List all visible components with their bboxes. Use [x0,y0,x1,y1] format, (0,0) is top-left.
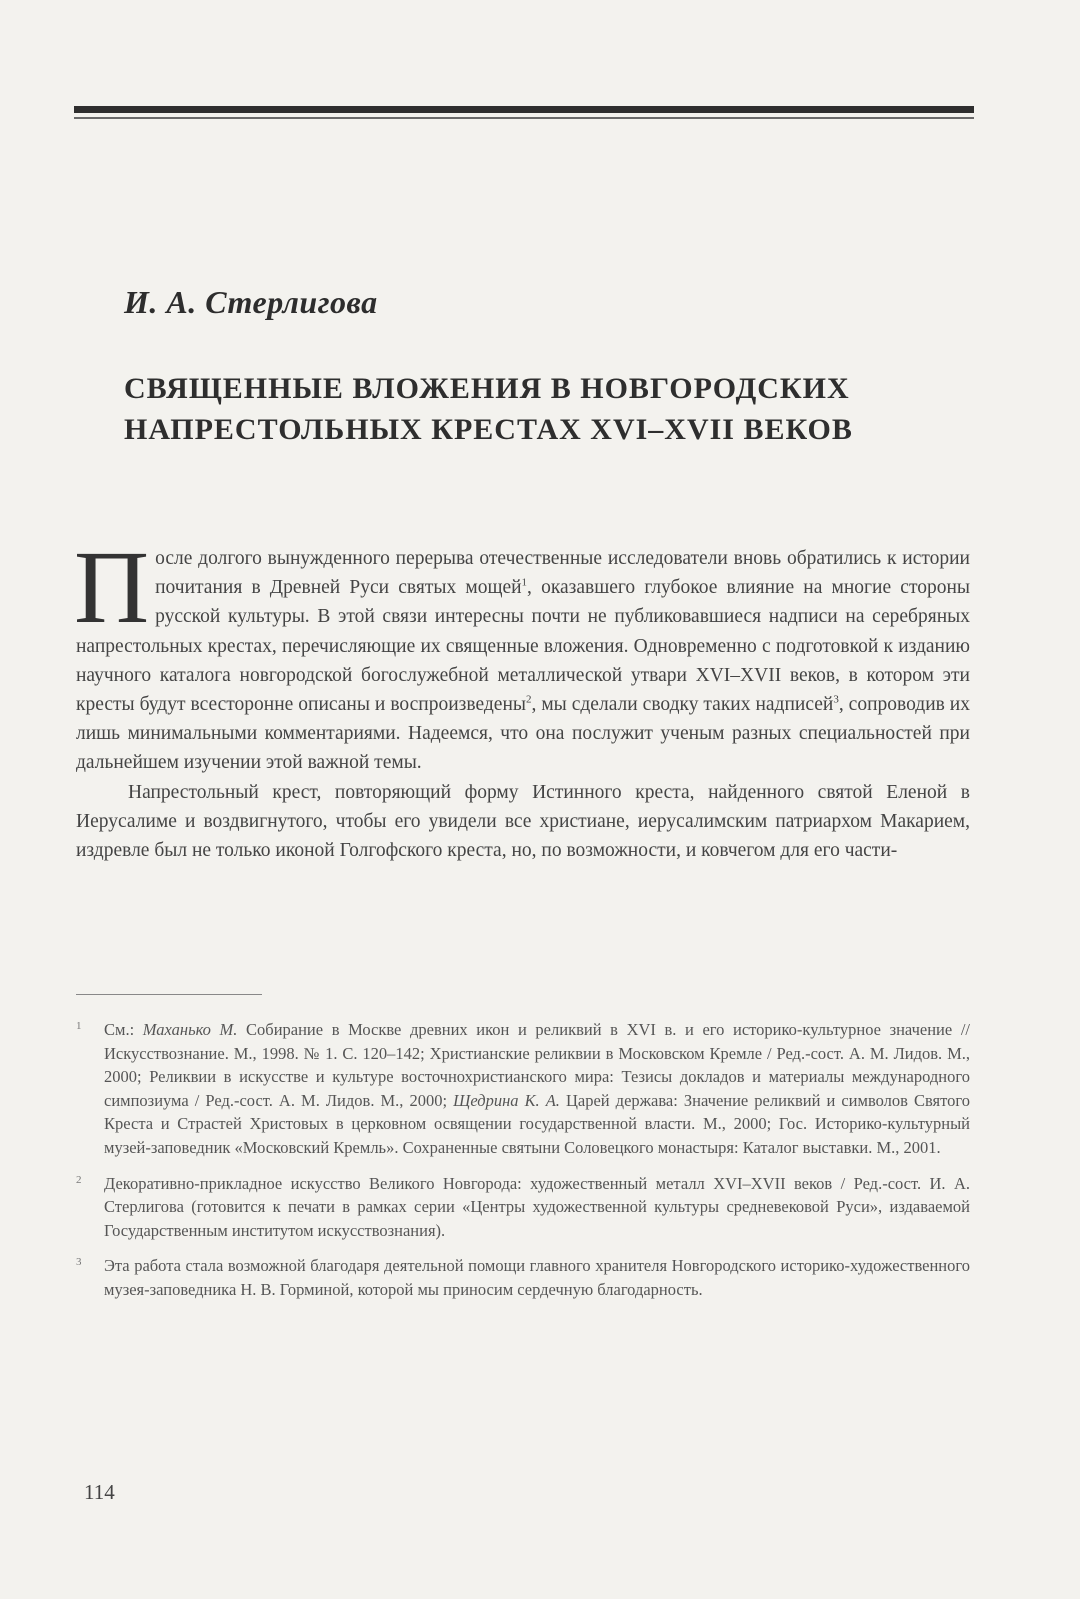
paragraph-1-text-b: , оказавшего глубокое влияние на многие стороны русской культуры. В этой связи интересны почти не публиковавшиеся надписи на серебряных напрестольных крестах, перечисляющие их священные вложения. Одновременно с подготовкой к изданию научного каталога новгородской богослужебной металлической утвари XVI–XVII веков, в котором эти кресты будут всесторонне описаны и воспроизведены [76,577,970,716]
paragraph-1-text-a: осле долгого вынужденного перерыва отечественные исследователи вновь обратились к истории почитания в Древней Руси святых мощей [155,548,970,599]
footnote-1-author-2: Щедрина К. А. [453,1090,560,1110]
footnote-ref-3[interactable]: 3 [833,693,839,706]
footnote-1 [76,1018,970,1160]
footnote-1-pre: См.: [104,1020,143,1039]
title-line-1: СВЯЩЕННЫЕ ВЛОЖЕНИЯ В НОВГОРОДСКИХ [124,372,850,405]
footnote-3 [76,1254,970,1301]
footnote-1-mid: Собирание в Москве древних икон и реликвий в XVI в. и его историко-культурное значение // Искусствознание. М., 1998. № 1. С. 120–142; Христианские реликвии в Московском Кремле / Ред.-сост. А. М. Лидов. М., 2000; Реликвии в искусстве и культуре восточнохристианского мира: Тезисы докладов и материалы международного симпозиума / Ред.-сост. А. М. Лидов. М., 2000; [104,1020,970,1110]
footnote-separator [76,994,262,995]
title-line-2: НАПРЕСТОЛЬНЫХ КРЕСТАХ XVI–XVII ВЕКОВ [124,413,853,446]
paragraph-1 [74,530,970,778]
footnote-number: 1 [76,1020,82,1032]
header-rule-thick [74,106,974,113]
drop-cap: П [74,530,150,645]
footnote-text [104,1018,970,1160]
article-body [74,530,970,865]
footnote-number: 2 [76,1173,82,1186]
author-name: И. А. Стерлигова [124,284,378,320]
footnote-1-author-1: Маханько М. [142,1020,238,1039]
article-title [124,368,984,450]
footnote-text: Декоративно-прикладное искусство Великого Новгорода: художественный металл XVI–XVII веков / Ред.-сост. И. А. Стерлигова (готовится к печати в рамках серии «Центры художественной культуры средневековой Руси», издаваемой Государственным институтом искусствознания). [104,1173,970,1240]
footnote-ref-2[interactable]: 2 [525,693,532,706]
footnote-1-post: Царей держава: Значение реликвий и символов Святого Креста и Страстей Христовых в церковном освящении государственной власти. М., 2000; Гос. Историко-культурный музей-заповедник «Московский Кремль». Сохраненные святыни Соловецкого монастыря: Каталог выставки. М., 2001. [104,1090,970,1157]
footnotes [76,1018,970,1314]
footnote-number: 3 [76,1256,82,1269]
footnote-ref-1[interactable]: 1 [521,576,528,589]
paragraph-1-text-c: , мы сделали сводку таких надписей [531,694,834,716]
footnote-2 [76,1172,970,1243]
footnote-text: Эта работа стала возможной благодаря деятельной помощи главного хранителя Новгородского историко-художественного музея-заповедника Н. В. Горминой, которой мы приносим сердечную благодарность. [104,1256,970,1299]
paragraph-2: Напрестольный крест, повторяющий форму Истинного креста, найденного святой Еленой в Иерусалиме и воздвигнутого, чтобы его увидели все христиане, иерусалимским патриархом Макарием, издревле был не только иконой Голгофского креста, но, по возможности, и ковчегом для его части- [76,781,970,862]
page-number: 114 [84,1480,115,1504]
paragraph-1-text-d: , сопроводив их лишь минимальными комментариями. Надеемся, что она послужит ученым разных специальностей при дальнейшем изучении этой важной темы. [76,694,970,774]
header-rule-thin [74,117,974,119]
